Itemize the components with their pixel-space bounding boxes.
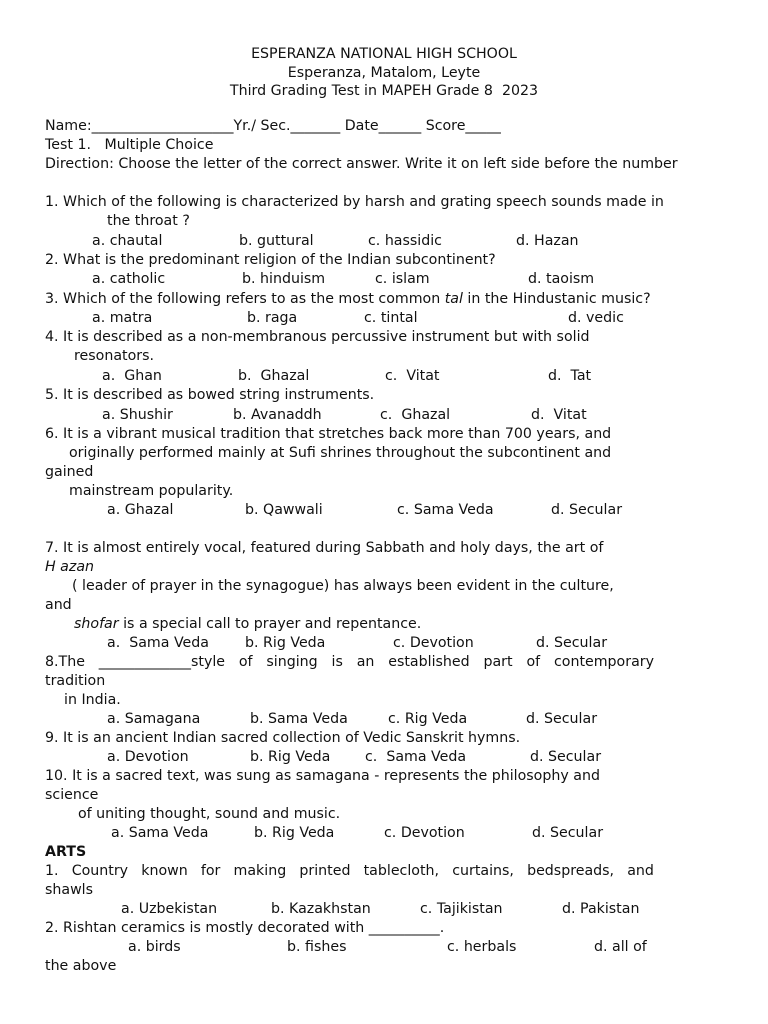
arts-heading: ARTS	[45, 844, 87, 860]
q8-word: is	[331, 654, 343, 670]
q9-choice-d: d. Secular	[530, 749, 602, 765]
arts-q2-choice-c: c. herbals	[447, 939, 517, 955]
exam-title: Third Grading Test in MAPEH Grade 8 2023	[229, 83, 539, 99]
q7-term-shofar: shofar	[74, 616, 119, 632]
q2-choice-c: c. islam	[375, 271, 430, 287]
q10-choice-a: a. Sama Veda	[111, 825, 209, 841]
q3-text	[45, 290, 651, 308]
q2-text: 2. What is the predominant religion of the Indian subcontinent?	[45, 252, 496, 268]
q10-text-cont: science	[45, 787, 99, 803]
q5-choice-d: d. Vitat	[531, 407, 587, 423]
q8-text	[45, 653, 654, 671]
q8-blank: _____________style	[98, 654, 226, 670]
arts-q1-text-cont: shawls	[45, 882, 94, 898]
q1-choice-a: a. chautal	[92, 233, 163, 249]
q7-choice-b: b. Rig Veda	[245, 635, 326, 651]
q4-choice-b: b. Ghazal	[238, 368, 310, 384]
q9-text: 9. It is an ancient Indian sacred collection of Vedic Sanskrit hymns.	[45, 730, 521, 746]
q1-choice-d: d. Hazan	[516, 233, 579, 249]
q3-text-post: in the Hindustanic music?	[462, 291, 651, 307]
arts-q1-word: and	[627, 863, 654, 879]
arts-q2-text-cont: the above	[45, 958, 117, 974]
q5-choice-c: c. Ghazal	[380, 407, 451, 423]
arts-q1-word: bedspreads,	[527, 863, 615, 879]
q1-text: 1. Which of the following is characterized by harsh and grating speech sounds made in	[45, 194, 664, 210]
q3-choice-c: c. tintal	[364, 310, 418, 326]
q10-choice-b: b. Rig Veda	[254, 825, 335, 841]
q7-choice-c: c. Devotion	[393, 635, 474, 651]
q6-choice-b: b. Qawwali	[245, 502, 323, 518]
q3-choice-d: d. vedic	[568, 310, 624, 326]
q5-choice-a: a. Shushir	[102, 407, 173, 423]
q8-choice-d: d. Secular	[526, 711, 598, 727]
q4-choice-d: d. Tat	[548, 368, 592, 384]
q8-choice-c: c. Rig Veda	[388, 711, 468, 727]
q4-choice-a: a. Ghan	[102, 368, 162, 384]
arts-q1-choice-d: d. Pakistan	[562, 901, 640, 917]
arts-q1-word: tablecloth,	[363, 863, 440, 879]
q3-text-pre: 3. Which of the following refers to as the most common	[45, 291, 445, 307]
arts-q1-word: known	[141, 863, 188, 879]
q5-text: 5. It is described as bowed string instruments.	[45, 387, 375, 403]
arts-q2-text: 2. Rishtan ceramics is mostly decorated with __________.	[45, 920, 445, 936]
q4-text-cont: resonators.	[74, 348, 154, 364]
q2-choice-b: b. hinduism	[242, 271, 326, 287]
arts-q1-text	[45, 862, 654, 880]
q6-choice-d: d. Secular	[551, 502, 623, 518]
q8-word: part	[483, 654, 513, 670]
q7-text-cont3	[74, 615, 421, 633]
arts-q1-choice-c: c. Tajikistan	[420, 901, 503, 917]
q9-choice-a: a. Devotion	[107, 749, 189, 765]
q6-text: 6. It is a vibrant musical tradition that stretches back more than 700 years, and	[45, 426, 612, 442]
q2-choice-a: a. catholic	[92, 271, 166, 287]
q6-choice-c: c. Sama Veda	[397, 502, 494, 518]
q5-choice-b: b. Avanaddh	[233, 407, 322, 423]
q6-text-cont3: mainstream popularity.	[69, 483, 234, 499]
q8-word: established	[388, 654, 470, 670]
q8-word: of	[526, 654, 541, 670]
arts-q1-choice-a: a. Uzbekistan	[121, 901, 218, 917]
arts-q1-word: making	[233, 863, 287, 879]
q8-choice-a: a. Samagana	[107, 711, 201, 727]
q8-choice-b: b. Sama Veda	[250, 711, 348, 727]
q7-choice-d: d. Secular	[536, 635, 608, 651]
q8-text-cont2: in India.	[64, 692, 121, 708]
test-title: Test 1. Multiple Choice	[45, 137, 214, 153]
q1-choice-c: c. hassidic	[368, 233, 442, 249]
arts-q1-word: 1.	[45, 863, 59, 879]
student-info-line: Name:____________________Yr./ Sec._______ Date______ Score_____	[45, 118, 501, 134]
q10-choice-c: c. Devotion	[384, 825, 465, 841]
q1-text-cont: the throat ?	[107, 213, 190, 229]
q8-word: 8.The	[45, 654, 85, 670]
q7-text-term: H azan	[45, 559, 95, 575]
q7-choice-a: a. Sama Veda	[107, 635, 209, 651]
q10-text: 10. It is a sacred text, was sung as samagana - represents the philosophy and	[45, 768, 600, 784]
q2-choice-d: d. taoism	[528, 271, 595, 287]
q7-text-cont2: and	[45, 597, 72, 613]
school-name: ESPERANZA NATIONAL HIGH SCHOOL	[251, 46, 517, 62]
q7-text: 7. It is almost entirely vocal, featured during Sabbath and holy days, the art of	[45, 540, 604, 556]
q3-choice-a: a. matra	[92, 310, 153, 326]
q8-word: contemporary	[553, 654, 654, 670]
q3-text-term: tal	[444, 291, 463, 307]
directions: Direction: Choose the letter of the correct answer. Write it on left side before the number	[45, 156, 678, 172]
arts-q2-choice-b: b. fishes	[287, 939, 347, 955]
q3-choice-b: b. raga	[247, 310, 298, 326]
q8-word: of	[238, 654, 253, 670]
q8-word: an	[356, 654, 375, 670]
q7-text-cont: ( leader of prayer in the synagogue) has always been evident in the culture,	[72, 578, 614, 594]
q7-text-cont3-rest: is a special call to prayer and repentance.	[118, 616, 422, 632]
q4-choice-c: c. Vitat	[385, 368, 440, 384]
q9-choice-c: c. Sama Veda	[365, 749, 467, 765]
q6-choice-a: a. Ghazal	[107, 502, 174, 518]
q4-text: 4. It is described as a non-membranous percussive instrument but with solid	[45, 329, 590, 345]
school-address: Esperanza, Matalom, Leyte	[287, 65, 481, 81]
arts-q2-choice-a: a. birds	[128, 939, 181, 955]
arts-q1-word: Country	[71, 863, 129, 879]
arts-q2-choice-d: d. all of	[594, 939, 647, 955]
arts-q1-choice-b: b. Kazakhstan	[271, 901, 371, 917]
q8-text-cont: tradition	[45, 673, 106, 689]
q6-text-cont: originally performed mainly at Sufi shrines throughout the subcontinent and	[69, 445, 612, 461]
q9-choice-b: b. Rig Veda	[250, 749, 331, 765]
q8-word: singing	[266, 654, 318, 670]
q10-choice-d: d. Secular	[532, 825, 604, 841]
arts-q1-word: curtains,	[452, 863, 514, 879]
q6-text-cont2: gained	[45, 464, 94, 480]
q10-text-cont2: of uniting thought, sound and music.	[78, 806, 341, 822]
arts-q1-word: for	[200, 863, 221, 879]
q1-choice-b: b. guttural	[239, 233, 314, 249]
arts-q1-word: printed	[299, 863, 351, 879]
